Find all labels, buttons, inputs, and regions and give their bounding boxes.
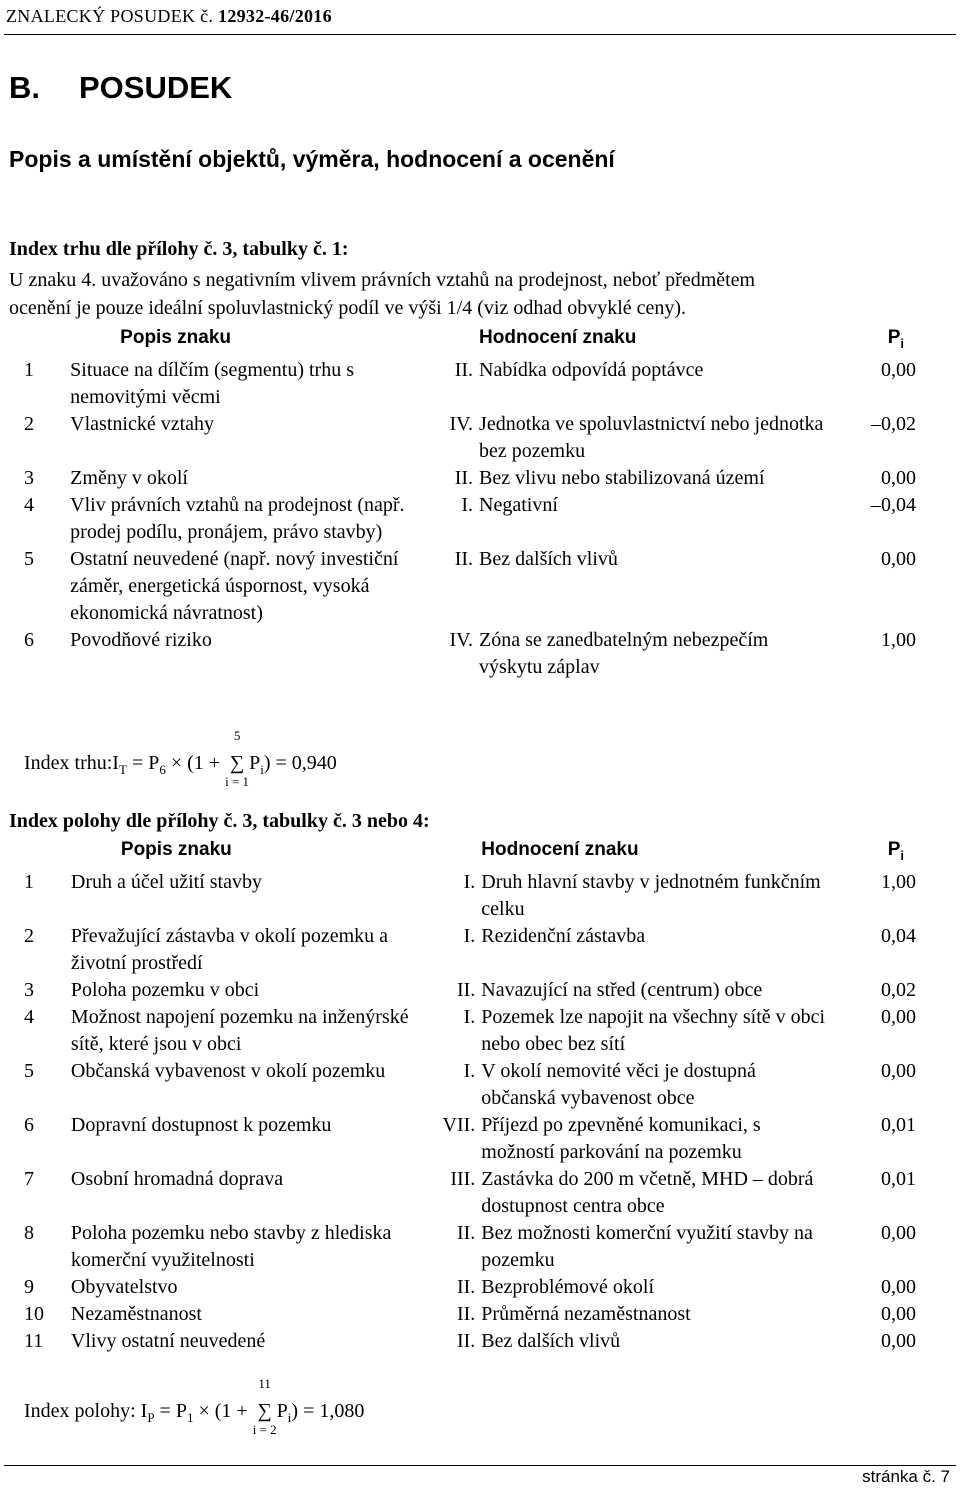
row-hodnoceni: Průměrná nezaměstnanost [481, 1302, 691, 1325]
poloha-formula-pi: P [276, 1400, 288, 1422]
row-value: 0,04 [881, 924, 916, 947]
row-roman: II. [456, 1302, 476, 1325]
section-title: POSUDEK [79, 70, 233, 105]
footer-divider [4, 1465, 956, 1466]
table-row [16, 411, 916, 465]
row-roman: I. [463, 924, 476, 947]
trh-sum-top: 5 [233, 728, 241, 743]
row-znak: Nezaměstnanost [70, 1302, 202, 1325]
table-row [16, 1112, 916, 1166]
poloha-formula-label-sub: P [147, 1410, 155, 1425]
table-row [16, 1166, 916, 1220]
row-hodnoceni: Negativní [479, 493, 558, 516]
table-row [16, 465, 916, 492]
row-roman: IV. [449, 628, 474, 651]
poloha-formula [24, 1376, 365, 1437]
row-number: 7 [24, 1167, 34, 1190]
poloha-formula-mid: × (1 + [193, 1400, 253, 1422]
trh-note-line-2: ocenění je pouze ideální spoluvlastnický podíl ve výši 1/4 (viz odhad obvyklé ceny). [9, 297, 687, 319]
row-hodnoceni: Druh hlavní stavby v jednotném funkčním celku [481, 870, 821, 920]
row-znak: Poloha pozemku nebo stavby z hlediska komerční využitelnosti [70, 1221, 392, 1271]
trh-formula-pi: P [249, 752, 261, 774]
row-number: 5 [24, 1059, 34, 1082]
table-row [16, 869, 916, 923]
report-number [6, 6, 332, 27]
row-roman: I. [463, 1005, 476, 1028]
row-number: 4 [24, 1005, 34, 1028]
trh-col-znak: Popis znaku [120, 327, 232, 348]
trh-formula-pi-sub: i [260, 762, 264, 777]
row-number: 6 [24, 1113, 34, 1136]
row-roman: II. [456, 1329, 476, 1352]
row-value: 1,00 [881, 628, 916, 651]
row-value: 0,00 [881, 1059, 916, 1082]
poloha-formula-pi-sub: i [287, 1410, 292, 1425]
poloha-table-header [16, 836, 916, 869]
row-hodnoceni: Bez dalších vlivů [481, 1329, 621, 1352]
table-row [16, 1058, 916, 1112]
row-hodnoceni: Bez vlivu nebo stabilizovaná území [479, 466, 765, 489]
row-hodnoceni: Příjezd po zpevněné komunikaci, s možností parkování na pozemku [481, 1113, 761, 1163]
row-znak: Změny v okolí [70, 466, 188, 489]
report-number-prefix: ZNALECKÝ POSUDEK č. [6, 6, 214, 26]
trh-col-hodnoceni: Hodnocení znaku [479, 327, 637, 348]
row-value: 0,00 [881, 1005, 916, 1028]
row-value: 0,00 [881, 1275, 916, 1298]
report-number-value: 12932-46/2016 [218, 6, 332, 26]
table-row [16, 1004, 916, 1058]
subtitle: Popis a umístění objektů, výměra, hodnocení a ocenění [9, 146, 615, 172]
row-znak: Osobní hromadná doprava [70, 1167, 284, 1190]
row-hodnoceni: V okolí nemovité věci je dostupná občanská vybavenost obce [481, 1059, 756, 1109]
row-value: 0,01 [881, 1113, 916, 1136]
row-number: 2 [24, 924, 34, 947]
table-row [16, 627, 916, 681]
row-roman: II. [454, 466, 474, 489]
row-znak: Občanská vybavenost v okolí pozemku [70, 1059, 386, 1082]
row-znak: Možnost napojení pozemku na inženýrské sítě, které jsou v obci [70, 1005, 409, 1055]
row-number: 2 [24, 412, 34, 435]
poloha-formula-eq: = P [154, 1400, 187, 1422]
row-value: 0,00 [881, 358, 916, 381]
row-znak: Vliv právních vztahů na prodejnost (např. prodej podílu, pronájem, právo stavby) [70, 493, 405, 543]
row-roman: II. [454, 358, 474, 381]
poloha-sum-bottom: i = 2 [252, 1422, 277, 1437]
row-number: 6 [24, 628, 34, 651]
row-roman: II. [456, 1221, 476, 1244]
row-znak: Druh a účel užití stavby [70, 870, 262, 893]
row-number: 10 [24, 1302, 44, 1325]
row-value: 0,00 [881, 1329, 916, 1352]
row-number: 3 [24, 466, 34, 489]
row-roman: I. [463, 1059, 476, 1082]
row-value: 0,00 [881, 547, 916, 570]
table-row [16, 1220, 916, 1274]
row-roman: VII. [442, 1113, 476, 1136]
row-znak: Poloha pozemku v obci [70, 978, 260, 1001]
trh-heading: Index trhu dle přílohy č. 3, tabulky č. 1: [9, 238, 349, 260]
trh-note [9, 266, 949, 322]
row-number: 3 [24, 978, 34, 1001]
row-value: 0,00 [881, 466, 916, 489]
row-value: 1,00 [881, 870, 916, 893]
poloha-col-znak: Popis znaku [120, 839, 232, 860]
trh-col-p: $P_i$ [887, 327, 904, 351]
row-roman: II. [454, 547, 474, 570]
poloha-col-hodnoceni: Hodnocení znaku [481, 839, 639, 860]
table-row [16, 923, 916, 977]
row-hodnoceni: Pozemek lze napojit na všechny sítě v obci nebo obec bez sítí [481, 1005, 826, 1055]
page-number: stránka č. 7 [862, 1467, 950, 1486]
row-roman: I. [463, 870, 476, 893]
row-value: –0,04 [871, 493, 916, 516]
sum-icon: ∑ 5 i = 1 [225, 752, 249, 775]
row-hodnoceni: Zóna se zanedbatelným nebezpečím výskytu záplav [479, 628, 769, 678]
row-value: 0,00 [881, 1221, 916, 1244]
row-value: –0,02 [871, 412, 916, 435]
trh-formula-label-sub: T [118, 762, 127, 777]
trh-table-header [16, 324, 916, 357]
row-hodnoceni: Rezidenční zástavba [481, 924, 646, 947]
row-znak: Ostatní neuvedené (např. nový investiční záměr, energetická úspornost, vysoká ekonomická návratnost) [70, 547, 399, 624]
table-row [16, 546, 916, 627]
row-znak: Obyvatelstvo [70, 1275, 178, 1298]
poloha-table [16, 836, 916, 1355]
row-znak: Povodňové riziko [70, 628, 212, 651]
section-letter: B. [9, 70, 40, 105]
row-roman: I. [461, 493, 474, 516]
row-number: 8 [24, 1221, 34, 1244]
trh-table [16, 324, 916, 681]
table-row [16, 1328, 916, 1355]
row-number: 1 [24, 870, 34, 893]
row-hodnoceni: Nabídka odpovídá poptávce [479, 358, 704, 381]
row-hodnoceni: Bezproblémové okolí [481, 1275, 655, 1298]
row-hodnoceni: Jednotka ve spoluvlastnictví nebo jednotka bez pozemku [479, 412, 824, 462]
row-number: 11 [24, 1329, 44, 1352]
trh-formula-mid: × (1 + [165, 752, 226, 774]
page-header [4, 2, 956, 35]
table-row [16, 1274, 916, 1301]
row-value: 0,01 [881, 1167, 916, 1190]
row-value: 0,00 [881, 1302, 916, 1325]
row-number: 1 [24, 358, 34, 381]
row-value: 0,02 [881, 978, 916, 1001]
section-heading [9, 70, 232, 106]
poloha-sum-top: 11 [258, 1376, 271, 1391]
poloha-formula-p-sub: 1 [186, 1410, 194, 1425]
poloha-heading: Index polohy dle přílohy č. 3, tabulky č. 3 nebo 4: [9, 810, 430, 832]
row-roman: III. [450, 1167, 476, 1190]
table-row [16, 357, 916, 411]
sum-icon: ∑ 11 i = 2 [253, 1400, 277, 1423]
trh-note-line-1: U znaku 4. uvažováno s negativním vlivem právních vztahů na prodejnost, neboť předmětem [9, 269, 756, 291]
row-znak: Dopravní dostupnost k pozemku [70, 1113, 332, 1136]
row-znak: Vlastnické vztahy [70, 412, 215, 435]
poloha-formula-result: ) = 1,080 [291, 1400, 365, 1422]
row-znak: Situace na dílčím (segmentu) trhu s nemovitými věcmi [70, 358, 354, 408]
trh-formula-eq: = P [126, 752, 160, 774]
table-row [16, 1301, 916, 1328]
trh-formula-p-sub: 6 [159, 762, 166, 777]
row-number: 9 [24, 1275, 34, 1298]
row-znak: Převažující zástavba v okolí pozemku a životní prostředí [70, 924, 389, 974]
row-hodnoceni: Zastávka do 200 m včetně, MHD – dobrá dostupnost centra obce [481, 1167, 814, 1217]
poloha-formula-label: Index polohy: I [24, 1400, 148, 1422]
row-roman: IV. [449, 412, 474, 435]
row-hodnoceni: Bez možnosti komerční využití stavby na pozemku [481, 1221, 813, 1271]
row-number: 5 [24, 547, 34, 570]
table-row [16, 492, 916, 546]
trh-formula [24, 728, 337, 789]
trh-formula-result: ) = 0,940 [263, 752, 337, 774]
row-roman: II. [456, 1275, 476, 1298]
row-number: 4 [24, 493, 34, 516]
row-roman: II. [456, 978, 476, 1001]
row-znak: Vlivy ostatní neuvedené [70, 1329, 266, 1352]
trh-sum-bottom: i = 1 [225, 774, 250, 789]
table-row [16, 977, 916, 1004]
row-hodnoceni: Bez dalších vlivů [479, 547, 618, 570]
row-hodnoceni: Navazující na střed (centrum) obce [481, 978, 763, 1001]
trh-formula-label: Index trhu:I [24, 752, 119, 774]
poloha-col-p: $P_i$ [887, 839, 904, 863]
